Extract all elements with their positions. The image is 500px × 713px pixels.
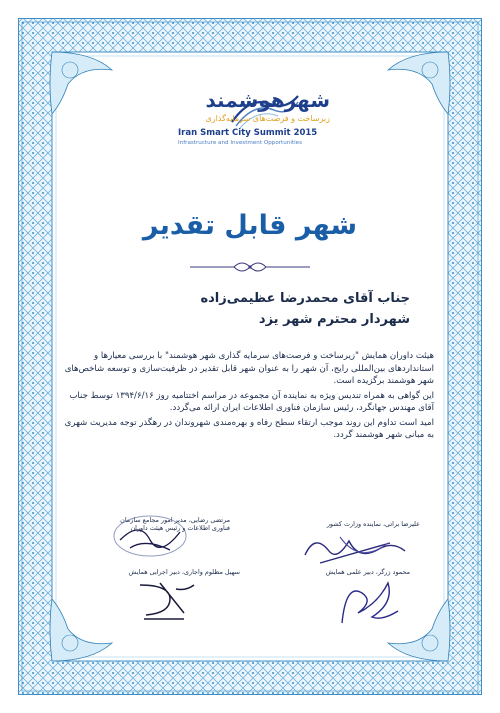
signature-bottom-right-icon bbox=[330, 575, 410, 630]
logo-en-title: Iran Smart City Summit 2015 bbox=[178, 128, 318, 138]
body-paragraph-1: هیئت داوران همایش "زیرساخت و فرصت‌های سرمایه گذاری شهر هوشمند" با بررسی معیارها و استانداردهای بین‌المللی رایج، آن شهر را به عنوان شهر قابل تقدیر در ظرفیت‌سازی و توسعه شاخص‌های شهر هوشمند برگزیده است. bbox=[64, 351, 434, 386]
stamp-top-left-icon bbox=[110, 510, 200, 565]
recipient-block bbox=[110, 288, 410, 330]
signature-bottom-left-icon bbox=[130, 575, 210, 625]
body-paragraph-2: این گواهی به همراه تندیس ویژه به نماینده آن مجموعه در مراسم اختتامیه روز ۱۳۹۴/۶/۱۶ توسط جناب آقای مهندس جهانگرد، رئیس سازمان فناوری اطلاعات ایران ارائه می‌گردد. bbox=[69, 390, 434, 413]
signature-label-top-left-line2: فناوری اطلاعات و رئیس هیئت داوران bbox=[130, 524, 230, 532]
signature-label-bottom-right: محمود زرگر، دبیر علمی همایش bbox=[325, 568, 410, 576]
recipient-position: شهردار محترم شهر یزد bbox=[258, 312, 410, 327]
ornament-divider-icon bbox=[190, 260, 310, 274]
recipient-name: جناب آقای محمدرضا عظیمی‌زاده bbox=[200, 291, 410, 306]
logo-en-subtitle: Infrastructure and Investment Opportunities bbox=[178, 140, 302, 146]
signature-label-bottom-left: سهیل مظلوم واجاری، دبیر اجرایی همایش bbox=[128, 568, 240, 576]
signature-label-top-right: علیرضا براتی، نماینده وزارت کشور bbox=[326, 520, 420, 528]
signature-top-right-icon bbox=[300, 525, 410, 570]
signature-label-top-left-line1: مرتضی رضایی، مدیر امور مجامع سازمان bbox=[120, 516, 230, 524]
logo-fa-subtitle: زیرساخت و فرصت‌های سرمایه‌گذاری bbox=[205, 114, 330, 123]
body-paragraph-3: امید است تداوم این روند موجب ارتقاء سطح رفاه و بهره‌مندی شهروندان در رهگذر توجه مدیریت شهری به مبانی شهر هوشمند گردد. bbox=[64, 417, 434, 440]
logo-fa-title: شهرهوشمند bbox=[205, 88, 330, 112]
certificate-title: شهر قابل تقدیر bbox=[142, 210, 358, 241]
certificate-body bbox=[64, 350, 434, 444]
summit-logo bbox=[170, 70, 340, 165]
certificate-content bbox=[60, 70, 440, 630]
